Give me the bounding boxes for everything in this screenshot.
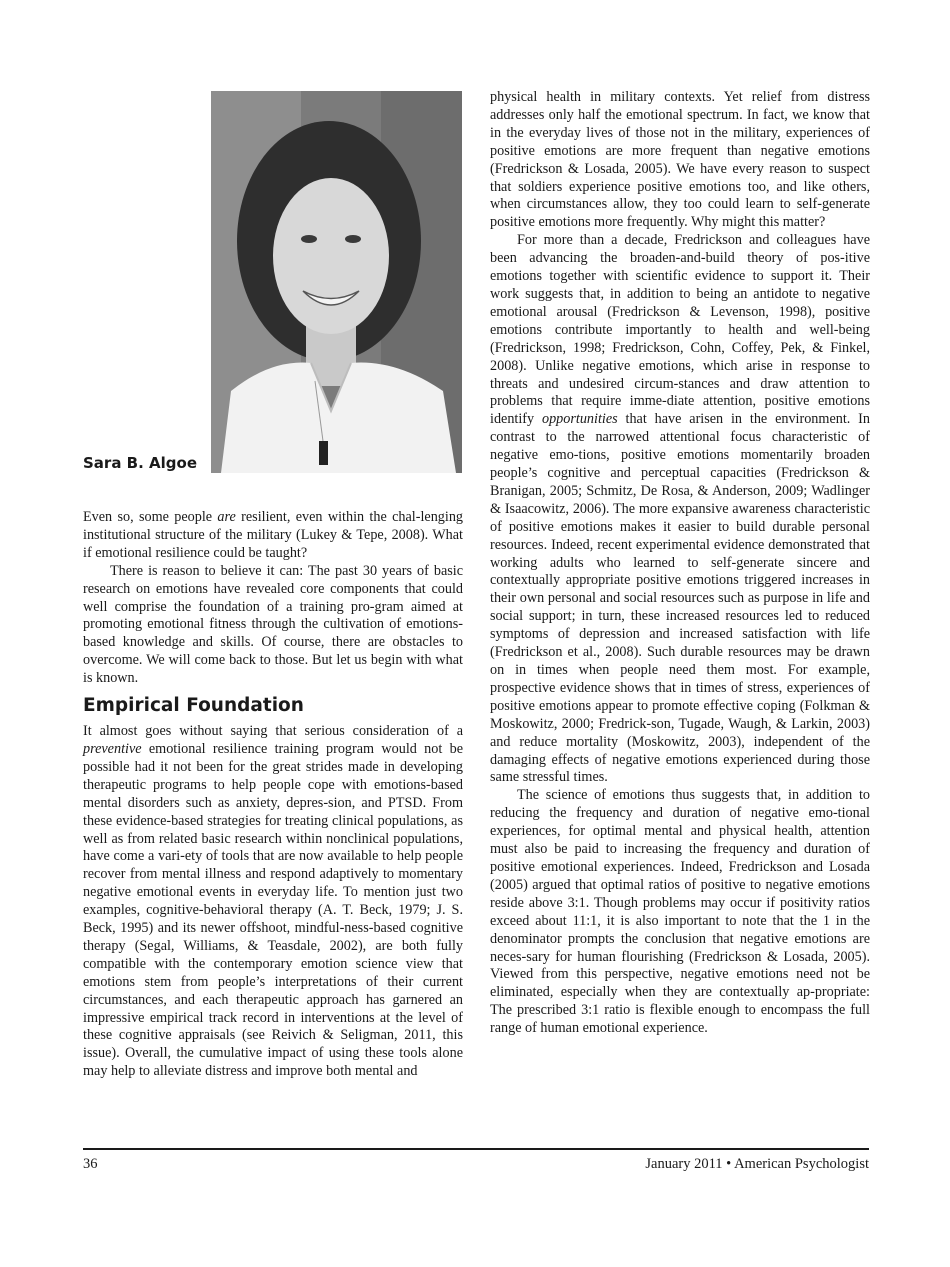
paragraph: physical health in military contexts. Yet relief from distress addresses only half the emotional spectrum. In fact, we know that in the everyday lives of those not in the military, experiences of positive emotions are more frequent than negative emotions (Fredrickson & Losada, 2005). We have every reason to suspect that soldiers experience positive emotions too, and like others, when circumstances allow, they too could learn to self-generate positive emotions more frequently. Why might this matter? xyxy=(490,89,870,231)
photo-caption: Sara B. Algoe xyxy=(83,454,197,472)
section-heading: Empirical Foundation xyxy=(83,695,304,717)
right-column xyxy=(490,89,870,1038)
paragraph: It almost goes without saying that serious consideration of a preventive emotional resilience training program would not be possible had it not been for the great strides made in developing therapeutic programs to help people cope with emotions-based mental disorders such as anxiety, depres-sion, and PTSD. From these evidence-based strategies for treating clinical populations, as well as from related basic research within nonclinical populations, have come a vari-ety of tools that are now available to help people recover from mental illness and respond adaptively to momentary negative emotional events in everyday life. To mention just two examples, cognitive-behavioral therapy (A. T. Beck, 1979; J. S. Beck, 1995) and its newer offshoot, mindful-ness-based cognitive therapy (Segal, Williams, & Teasdale, 2002), are both fully compatible with the contemporary emotion science view that emotions stem from people’s interpretations of their current circumstances, and each therapeutic approach has garnered an impressive empirical track record in interventions at the level of these cognitive appraisals (see Reivich & Seligman, 2011, this issue). Overall, the cumulative impact of using these tools alone may help to alleviate distress and improve both mental and xyxy=(83,723,463,1080)
portrait-illustration xyxy=(211,91,462,473)
paragraph: Even so, some people are resilient, even within the chal-lenging institutional structure of the military (Lukey & Tepe, 2008). What if emotional resilience could be taught? xyxy=(83,509,464,561)
author-photo xyxy=(211,91,462,473)
left-column xyxy=(83,89,463,1081)
footer-rule xyxy=(83,1148,869,1150)
page-number: 36 xyxy=(83,1156,98,1172)
running-footer: January 2011 • American Psychologist xyxy=(645,1156,869,1172)
paragraph: There is reason to believe it can: The past 30 years of basic research on emotions have revealed core components that could well comprise the foundation of a training pro-gram aimed at promoting emotional fitness through the cultivation of emotions-based knowledge and skills. Of course, there are obstacles to overcome. We will come back to those. But let us begin with what is known. xyxy=(83,562,463,687)
author-photo-block xyxy=(83,89,463,509)
paragraph: For more than a decade, Fredrickson and colleagues have been advancing the broaden-and-build theory of pos-itive emotions together with scientific evidence to support it. Their work suggests that, in addition to being an antidote to negative emotional arousal (Fredrickson & Levenson, 1998), positive emotions contribute importantly to health and well-being (Fredrickson, 1998; Fredrickson, Cohn, Coffey, Pek, & Finkel, 2008). Unlike negative emotions, which arise in response to threats and undesired circum-stances and draw attention to problems that require imme-diate attention, positive emotions identify opportunities that have arisen in the environment. In contrast to the narrowed attentional focus characteristic of negative emo-tions, positive emotions momentarily broaden people’s cognitive and perceptual capacities (Fredrickson & Branigan, 2005; Schmitz, De Rosa, & Anderson, 2009; Wadlinger & Isaacowitz, 2006). The more expansive awareness characteristic of positive emotions makes it easier to build durable personal resources. Indeed, recent experimental evidence demonstrated that working adults who learned to self-generate sincere and contextually appropriate positive emotions triggered increases in their own personal and social resources such as purpose in life and social support; in turn, these increased resources led to reduced symptoms of depression and increased satisfaction with life (Fredrickson et al., 2008). Such durable resources may be drawn on in times when people need them most. For example, prospective evidence shows that in times of stress, experiences of positive emotions appear to promote effective coping (Folkman & Moskowitz, 2000; Fredrick-son, Tugade, Waugh, & Larkin, 2003) and reduce mortality (Moskowitz, 2003), independent of the damaging effects of negative emotions experienced during those same stressful times. xyxy=(490,232,870,786)
paragraph: The science of emotions thus suggests that, in addition to reducing the frequency and duration of negative emo-tional experiences, for optimal mental and physical health, attention must also be paid to increasing the frequency and duration of positive emotional experiences. Indeed, Fredrickson and Losada (2005) argued that optimal ratios of positive to negative emotions reside above 3:1. Though problems may occur if positivity ratios exceed about 11:1, it is also important to note that the 1 in the denominator prompts the conclusion that negative emotions are neces-sary for human flourishing (Fredrickson & Losada, 2005). Viewed from this perspective, negative emotions need not be eliminated, especially when they are contextually ap-propriate: The prescribed 3:1 ratio is flexible enough to encompass the full range of human emotional experience. xyxy=(490,787,870,1037)
